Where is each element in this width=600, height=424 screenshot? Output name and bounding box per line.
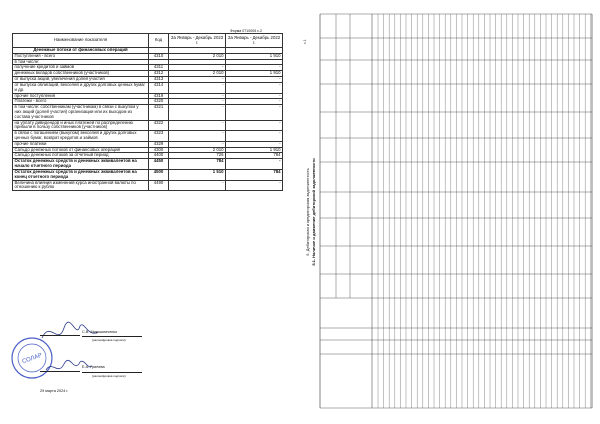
row-value-2023: 2 010: [169, 71, 226, 77]
row-code: 4400: [149, 153, 169, 159]
row-value-2023: -: [169, 93, 226, 99]
row-value-2022: -: [226, 141, 283, 147]
head-name-line: [82, 336, 142, 337]
row-name: Денежные потоки от финансовых операций: [13, 48, 149, 54]
row-code: 4320: [149, 99, 169, 105]
row-name: в том числе: собственникам (участникам) в связи с выкупом у них акций (долей участия) организации или их выходом из состава участников: [13, 105, 149, 120]
section-title: 5. Дебиторская и кредиторская задолженность: [305, 168, 310, 256]
row-value-2022: -: [226, 93, 283, 99]
row-value-2023: -: [169, 120, 226, 131]
row-code: 4322: [149, 120, 169, 131]
row-name: Остаток денежных средств и денежных эквивалентов на конец отчетного периода: [13, 169, 149, 180]
row-value-2022: -: [226, 131, 283, 142]
cash-flow-table: [12, 33, 283, 191]
header-name: Наименование показателя: [13, 34, 149, 48]
row-code: 4323: [149, 131, 169, 142]
row-code: 4300: [149, 147, 169, 153]
receivables-table-grid: [300, 0, 600, 424]
row-name: Поступления - всего: [13, 53, 149, 59]
row-code: 4490: [149, 180, 169, 191]
row-name: Остаток денежных средств и денежных эквивалентов на начало отчетного периода: [13, 159, 149, 170]
row-name: прочие поступления: [13, 93, 149, 99]
row-name: денежных вкладов собственников (участников): [13, 71, 149, 77]
row-code: 4310: [149, 53, 169, 59]
row-name: Сальдо денежных потоков от финансовых операций: [13, 147, 149, 153]
table-row: [13, 159, 283, 170]
row-value-2022: -: [226, 105, 283, 120]
table-body: [13, 48, 283, 191]
row-code: 4500: [149, 169, 169, 180]
row-value-2022: 784: [226, 153, 283, 159]
table-row: [13, 120, 283, 131]
row-value-2023: 1 510: [169, 169, 226, 180]
row-name: Сальдо денежных потоков за отчетный период: [13, 153, 149, 159]
row-value-2022: -: [226, 180, 283, 191]
row-name: получение кредитов и займов: [13, 65, 149, 71]
row-value-2023: -: [169, 82, 226, 93]
header-period-2023: За Январь - Декабрь 2023 г.: [169, 34, 226, 48]
row-name: от выпуска акций, увеличения долей участия: [13, 77, 149, 83]
row-value-2022: 1 910: [226, 147, 283, 153]
row-code: 4450: [149, 159, 169, 170]
row-value-2022: -: [226, 99, 283, 105]
row-value-2023: -: [169, 180, 226, 191]
table-row: [13, 131, 283, 142]
head-caption: (расшифровка подписи): [92, 338, 126, 342]
row-value-2023: 2 010: [169, 147, 226, 153]
table-row: [13, 82, 283, 93]
row-value-2023: -: [169, 99, 226, 105]
header-period-2022: За Январь - Декабрь 2022 г.: [226, 34, 283, 48]
sign-date: 29 марта 2024 г.: [40, 389, 69, 393]
table-row: [13, 180, 283, 191]
page-number: с.1: [303, 39, 307, 44]
row-code: 4319: [149, 93, 169, 99]
row-name: в том числе:: [13, 59, 149, 65]
row-name: Величина влияния изменений курса иностранной валюты по отношению к рублю: [13, 180, 149, 191]
row-code: 4321: [149, 105, 169, 120]
accountant-caption: (расшифровка подписи): [92, 374, 126, 378]
row-value-2023: 726: [169, 153, 226, 159]
row-code: 4313: [149, 77, 169, 83]
row-name: на уплату дивидендов и иных платежей по распределению прибыли в пользу собственников (участников): [13, 120, 149, 131]
row-value-2023: -: [169, 77, 226, 83]
row-value-2023: 2 010: [169, 53, 226, 59]
head-name: С.В. Мирошниченко: [82, 330, 118, 334]
row-code: 4329: [149, 141, 169, 147]
row-name: прочие платежи: [13, 141, 149, 147]
subsection-title: 5.1. Наличие и движение дебиторской задолженности: [311, 158, 316, 266]
row-name: от выпуска облигаций, векселей и других долговых ценных бумаг и др.: [13, 82, 149, 93]
table-header-row: [13, 34, 283, 48]
row-value-2023: -: [169, 131, 226, 142]
accountant-sign-line: [40, 371, 80, 372]
form-code: Форма 0710005 с.2: [230, 29, 262, 33]
accountant-name: Е.А. Гринева: [82, 365, 105, 369]
row-value-2022: -: [226, 65, 283, 71]
row-value-2022: 784: [226, 169, 283, 180]
svg-text:СОЛАР: СОЛАР: [21, 352, 44, 366]
row-value-2022: 1 910: [226, 53, 283, 59]
rotated-content: [300, 0, 600, 424]
table-row: [13, 169, 283, 180]
row-name: Платежи - всего: [13, 99, 149, 105]
row-value-2022: -: [226, 120, 283, 131]
row-value-2023: 784: [169, 159, 226, 170]
receivables-page-rotated: [300, 0, 600, 424]
accountant-name-line: [82, 372, 142, 373]
row-value-2022: -: [226, 159, 283, 170]
row-value-2022: 1 910: [226, 71, 283, 77]
row-name: в связи с погашением (выкупом) векселей и других долговых ценных бумаг, возврат кредитов и займов: [13, 131, 149, 142]
row-value-2022: -: [226, 82, 283, 93]
head-sign-line: [40, 335, 80, 336]
table-row: [13, 105, 283, 120]
row-value-2023: -: [169, 141, 226, 147]
row-code: 4311: [149, 65, 169, 71]
header-code: Код: [149, 34, 169, 48]
row-code: 4314: [149, 82, 169, 93]
row-value-2023: -: [169, 105, 226, 120]
row-value-2022: -: [226, 77, 283, 83]
row-code: 4312: [149, 71, 169, 77]
row-value-2023: -: [169, 65, 226, 71]
